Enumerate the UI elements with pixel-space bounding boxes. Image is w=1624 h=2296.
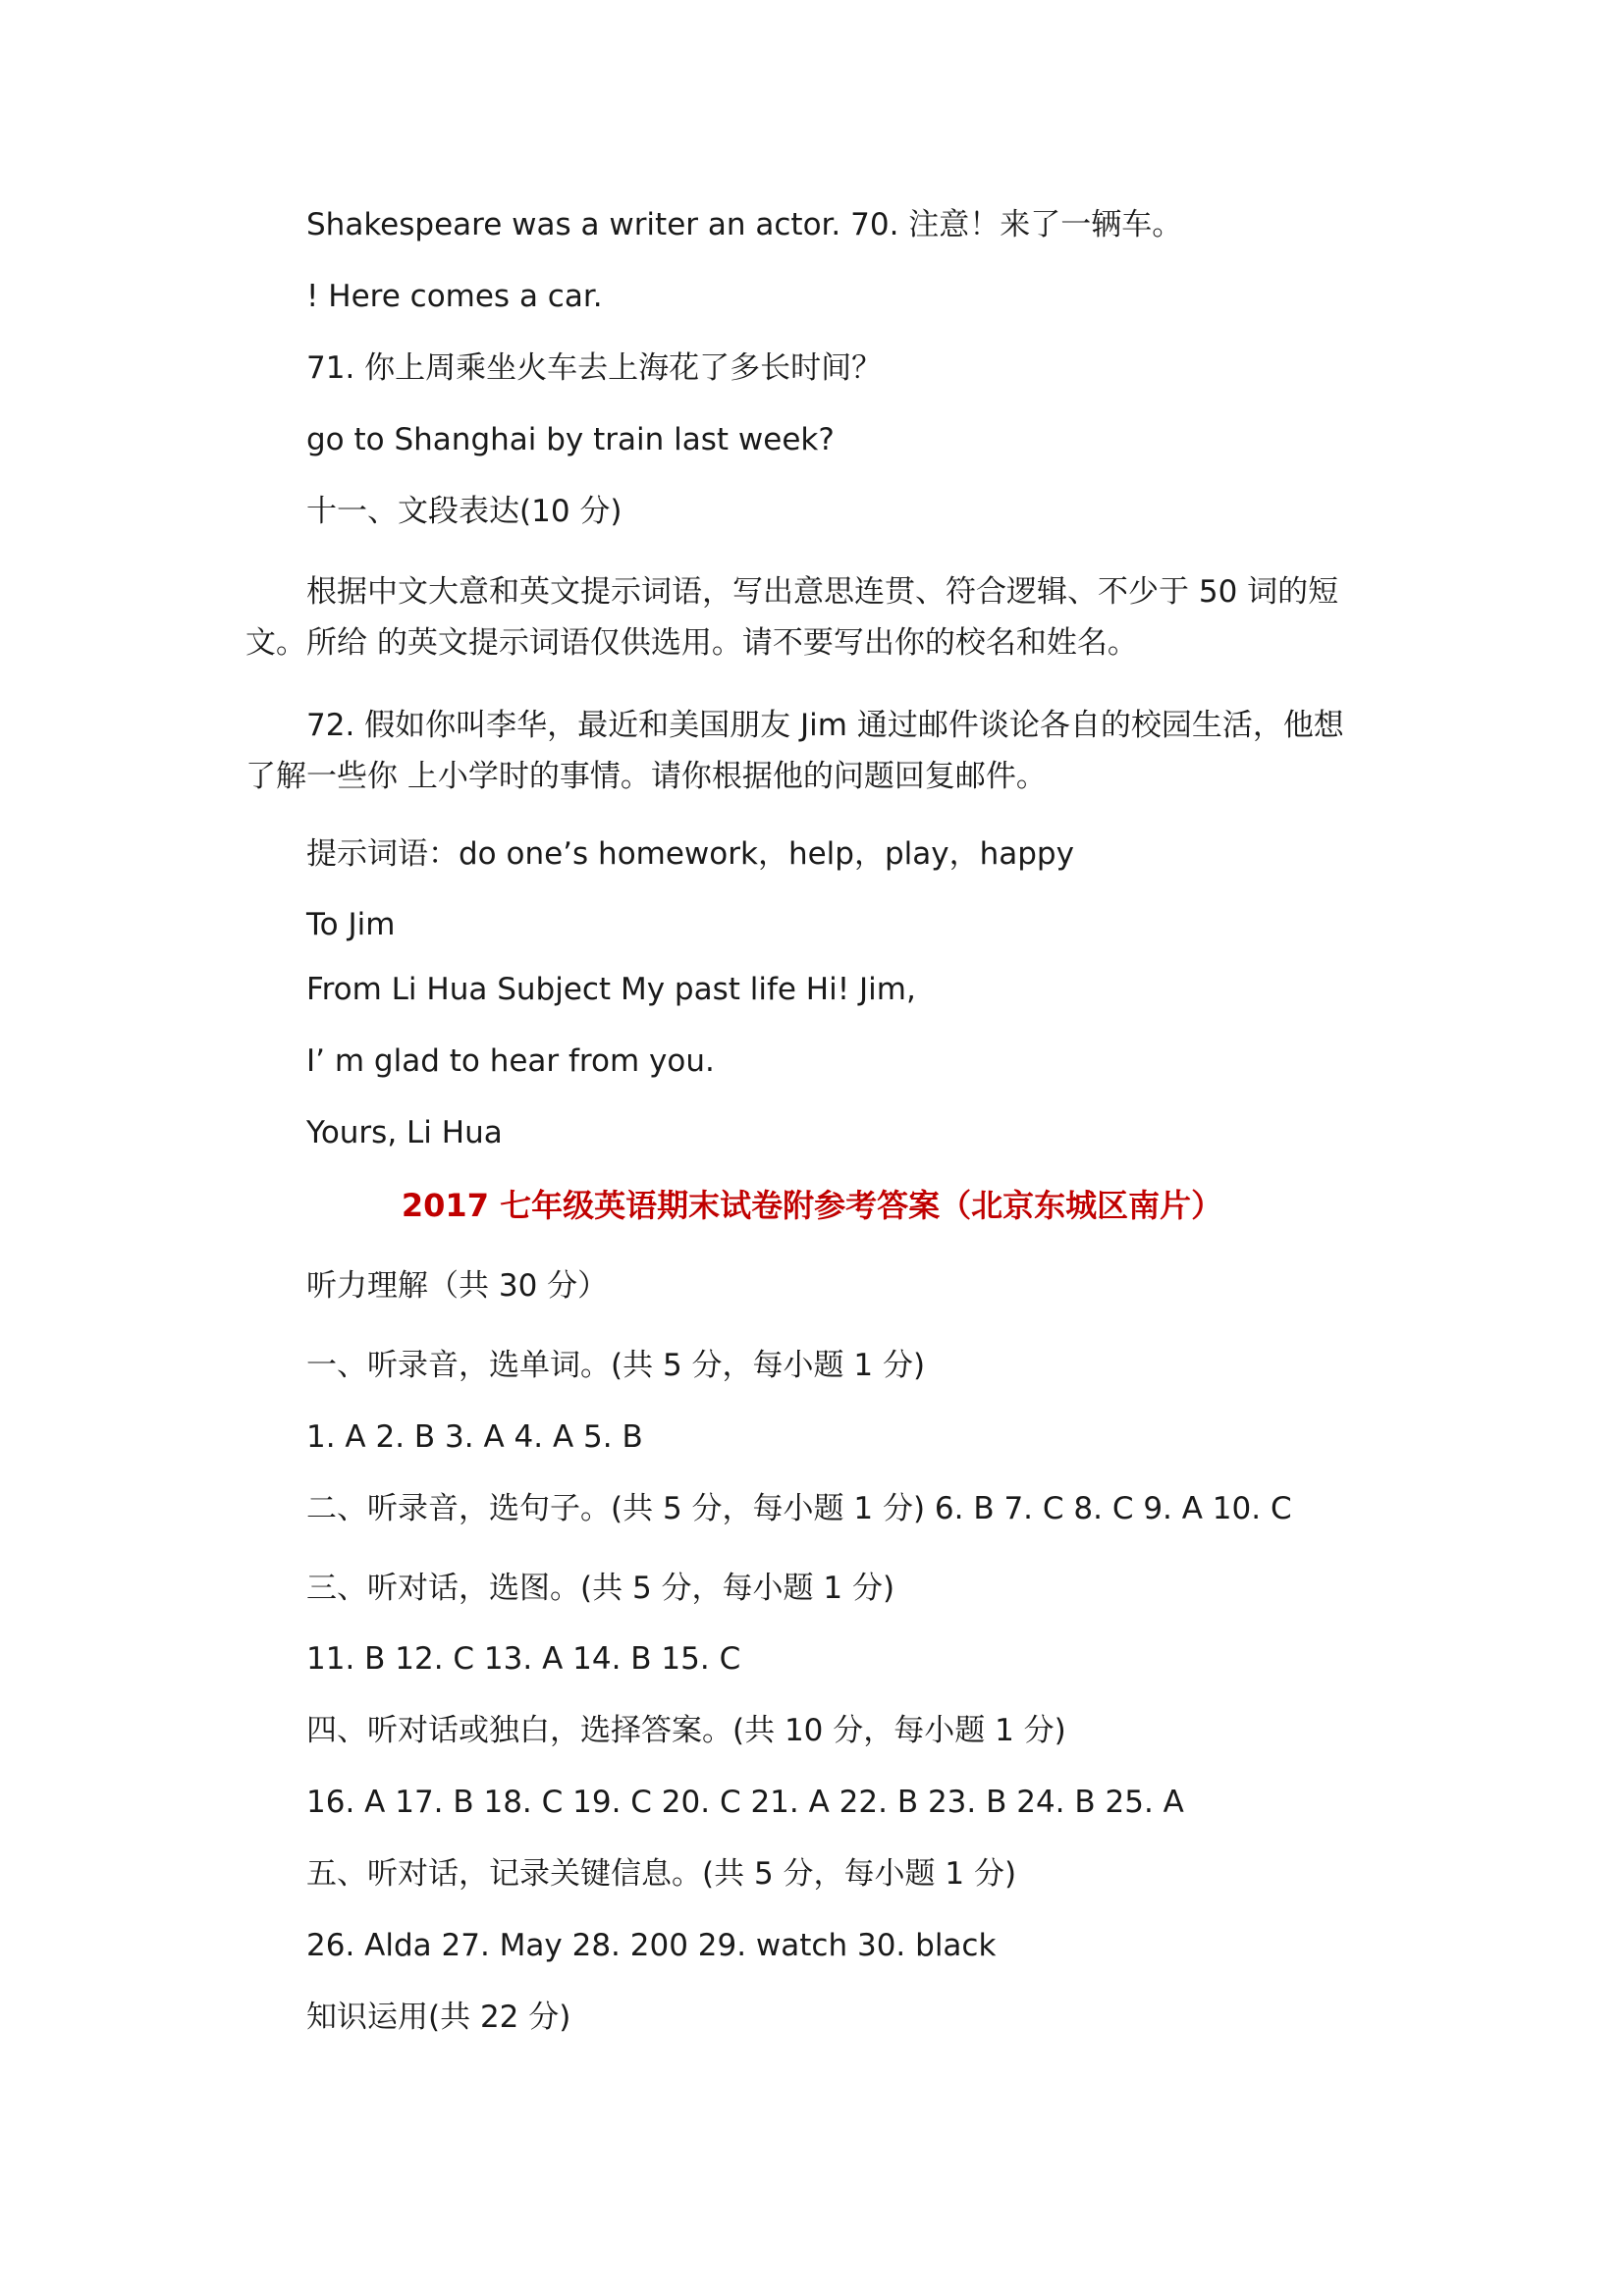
email-signature: Yours, Li Hua bbox=[306, 1115, 503, 1150]
instruction-paragraph: 根据中文大意和英文提示词语，写出意思连贯、符合逻辑、不少于 50 词的短文。所给 的英文提示词语仅供选用。请不要写出你的校名和姓名。 bbox=[245, 574, 1339, 661]
part-2-heading-answers: 二、听录音，选句子。(共 5 分，每小题 1 分) 6. B 7. C 8. C 9. A 10. C bbox=[306, 1491, 1292, 1526]
question-71: 71. 你上周乘坐火车去上海花了多长时间？ bbox=[306, 350, 883, 386]
part-5-heading: 五、听对话，记录关键信息。(共 5 分，每小题 1 分) bbox=[306, 1856, 1017, 1892]
part-4-answers: 16. A 17. B 18. C 19. C 20. C 21. A 22. B 23. B 24. B 25. A bbox=[306, 1785, 1184, 1820]
part-1-answers: 1. A 2. B 3. A 4. A 5. B bbox=[306, 1419, 643, 1455]
question-72-paragraph: 72. 假如你叫李华，最近和美国朋友 Jim 通过邮件谈论各自的校园生活，他想了解一些你 上小学时的事情。请你根据他的问题回复邮件。 bbox=[245, 708, 1344, 794]
email-body-line: I’ m glad to hear from you. bbox=[306, 1043, 715, 1079]
part-3-heading: 三、听对话，选图。(共 5 分，每小题 1 分) bbox=[306, 1571, 895, 1606]
email-to: To Jim bbox=[306, 907, 396, 942]
hint-words: 提示词语：do one’s homework，help，play，happy bbox=[306, 836, 1074, 872]
part-4-heading: 四、听对话或独白，选择答案。(共 10 分，每小题 1 分) bbox=[306, 1713, 1066, 1748]
text-line-shakespeare: Shakespeare was a writer an actor. 70. 注意！来了一辆车。 bbox=[306, 207, 1183, 242]
text-line-here-comes: ! Here comes a car. bbox=[306, 279, 603, 314]
email-from-subject: From Li Hua Subject My past life Hi! Jim, bbox=[306, 972, 916, 1007]
answer-title: 2017 七年级英语期末试卷附参考答案（北京东城区南片） bbox=[401, 1187, 1223, 1224]
part-1-heading: 一、听录音，选单词。(共 5 分，每小题 1 分) bbox=[306, 1348, 926, 1383]
part-3-answers: 11. B 12. C 13. A 14. B 15. C bbox=[306, 1641, 741, 1677]
knowledge-heading: 知识运用(共 22 分) bbox=[306, 2000, 571, 2035]
section-heading-11: 十一、文段表达(10 分) bbox=[306, 494, 623, 529]
listening-heading: 听力理解（共 30 分） bbox=[306, 1268, 609, 1304]
part-5-answers: 26. Alda 27. May 28. 200 29. watch 30. black bbox=[306, 1928, 997, 1963]
text-line-shanghai: go to Shanghai by train last week? bbox=[306, 422, 835, 457]
